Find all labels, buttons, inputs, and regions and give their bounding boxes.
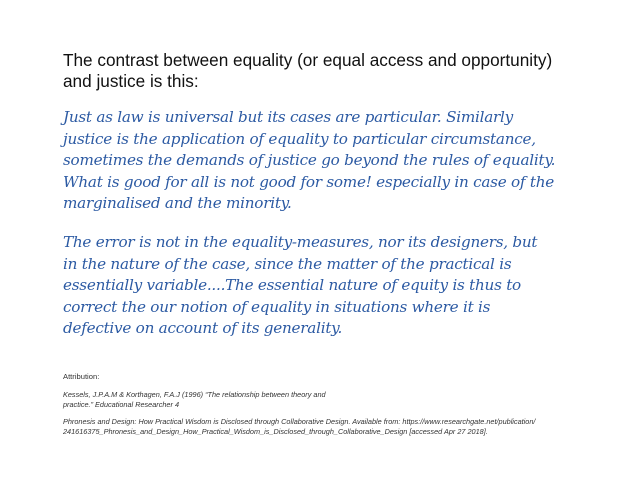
attribution-heading: Attribution: xyxy=(63,372,100,381)
reference-line: Kessels, J.P.A.M & Korthagen, F.A.J (1996) “The relationship between theory and xyxy=(63,390,326,399)
quote-line: essentially variable....The essential nature of equity is thus to xyxy=(63,276,521,295)
quote-line: marginalised and the minority. xyxy=(63,194,292,213)
reference-kessels xyxy=(63,390,623,409)
attribution-section xyxy=(63,372,623,444)
quote-line: Just as law is universal but its cases are particular. Similarly xyxy=(63,108,513,126)
reference-phronesis xyxy=(63,417,623,436)
quote-line: The error is not in the equality-measures, nor its designers, but xyxy=(63,233,538,251)
quote-paragraph-2 xyxy=(63,232,537,340)
quote-line: justice is the application of equality to particular circumstance, xyxy=(63,129,536,148)
quote-line: correct the our notion of equality in situations where it is xyxy=(63,297,491,316)
reference-line: 241616375_Phronesis_and_Design_How_Practical_Wisdom_is_Disclosed_through_Collaborative_Design [accessed Apr 27 2018]. xyxy=(63,426,488,436)
quote-line: defective on account of its generality. xyxy=(63,319,343,338)
reference-line: Phronesis and Design: How Practical Wisdom is Disclosed through Collaborative Design. Available from: https://www.researchgate.net/publication/ xyxy=(63,417,536,427)
reference-line: practice.” Educational Researcher 4 xyxy=(63,399,179,409)
intro-line: and justice is this: xyxy=(63,71,199,91)
intro-text xyxy=(63,50,603,92)
quote-paragraph-1 xyxy=(63,107,555,215)
quote-line: What is good for all is not good for some! especially in case of the xyxy=(63,172,555,191)
intro-line: The contrast between equality (or equal access and opportunity) xyxy=(63,50,553,70)
quote-line: sometimes the demands of justice go beyond the rules of equality. xyxy=(63,151,556,170)
quote-line: in the nature of the case, since the matter of the practical is xyxy=(63,254,512,273)
